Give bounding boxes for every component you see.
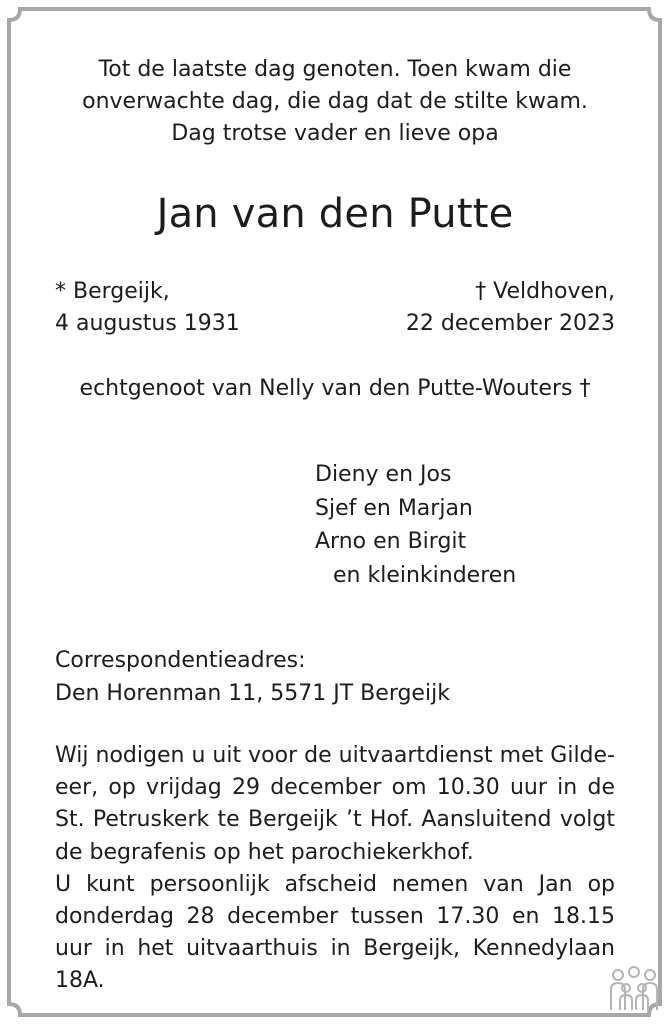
correspondence-address: [55, 644, 615, 710]
family-member: Arno en Birgit: [315, 529, 467, 554]
poem-line-3: Dag trotse vader en lieve opa: [171, 121, 499, 146]
family-people-logo-icon: [609, 966, 659, 1012]
deceased-name: Jan van den Putte: [156, 191, 514, 237]
spouse-line: echtgenoot van Nelly van den Putte-Wouters †: [79, 376, 591, 401]
opening-poem: [55, 54, 615, 150]
poem-line-1: Tot de laatste dag genoten. Toen kwam die: [98, 57, 572, 82]
family-member: Sjef en Marjan: [315, 495, 473, 521]
grandchildren: en kleinkinderen: [333, 562, 517, 588]
death-info: [406, 276, 615, 340]
correspondence-address-line: Den Horenman 11, 5571 JT Bergeijk: [55, 681, 450, 706]
funeral-service-info: [55, 740, 615, 998]
death-date: 22 december 2023: [405, 311, 615, 336]
family-member: Dieny en Jos: [315, 462, 452, 487]
correspondence-label: Correspondentieadres:: [55, 648, 306, 673]
service-paragraph-2: U kunt persoonlijk afscheid nemen van Jan op donderdag 28 december tussen 17.30 en 18.15 uur in het uitvaarthuis in Bergeijk, Kennedylaan 18A.: [55, 871, 615, 994]
birth-place: * Bergeijk,: [55, 279, 170, 304]
service-paragraph-1: Wij nodigen u uit voor de uitvaartdienst met Gilde-eer, op vrijdag 29 december om 10.30 uur in de St. Petruskerk te Bergeijk ’t Hof. Aansluitend volgt de begrafenis op het parochiekerkhof.: [55, 743, 615, 865]
death-place: † Veldhoven,: [475, 279, 615, 304]
poem-line-2: onverwachte dag, die dag dat de stilte kwam.: [82, 89, 588, 114]
birth-date: 4 augustus 1931: [55, 311, 240, 336]
birth-info: [55, 276, 240, 340]
family-list: [315, 458, 516, 592]
